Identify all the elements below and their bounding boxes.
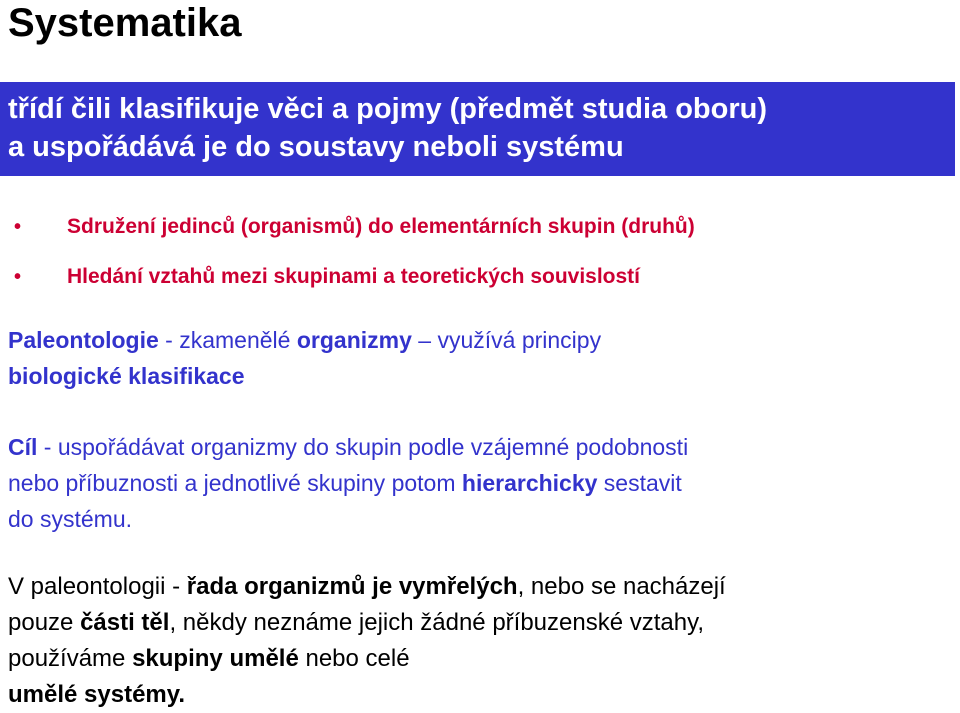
paleontology-paragraph [8, 322, 601, 394]
list-item [0, 262, 695, 312]
goal-paragraph [8, 429, 688, 537]
paleo2-extinct: řada organizmů je vymřelých [186, 573, 518, 600]
paleontology-rest: – využívá principy [411, 327, 602, 353]
paleo2-line-3 [8, 641, 726, 677]
paleontology-line-2: biologické klasifikace [8, 363, 245, 389]
goal-line-1 [8, 429, 688, 465]
paleo2-line-3-pre: používáme [8, 645, 133, 672]
goal-term: Cíl [8, 434, 38, 460]
paleontology-line-1 [8, 322, 601, 358]
paleo2-body-parts: části těl [80, 609, 170, 636]
bullet-dot-icon: • [14, 266, 22, 288]
paleo2-line-1-pre: V paleontologii - [8, 573, 187, 600]
bullet-list [0, 212, 695, 312]
paleo2-line-2-pre: pouze [8, 609, 81, 636]
bullet-text: Sdružení jedinců (organismů) do elementárních skupin (druhů) [67, 215, 695, 238]
paleo2-line-3-post: nebo celé [298, 645, 410, 672]
slide-title: Systematika [8, 1, 242, 45]
goal-line-2-post: sestavit [597, 470, 682, 496]
goal-line-2 [8, 465, 688, 501]
paleo2-artificial-groups: skupiny umělé [132, 645, 299, 672]
paleo2-line-2-post: , někdy neznáme jejich žádné příbuzenské vztahy, [169, 609, 704, 636]
goal-line-2-pre: nebo příbuznosti a jednotlivé skupiny potom [8, 470, 462, 496]
bullet-text: Hledání vztahů mezi skupinami a teoretických souvislostí [67, 265, 641, 288]
list-item [0, 212, 695, 262]
paleontology-systems-paragraph [8, 569, 726, 713]
banner-line-2: a uspořádává je do soustavy neboli systému [8, 131, 624, 163]
paleo2-artificial-systems: umělé systémy. [8, 681, 185, 708]
bullet-dot-icon: • [14, 216, 22, 238]
paleo2-line-1 [8, 569, 726, 605]
paleontology-dash: - zkamenělé [158, 327, 297, 353]
banner-line-1: třídí čili klasifikuje věci a pojmy (předmět studia oboru) [8, 93, 768, 125]
paleo2-line-2 [8, 605, 726, 641]
goal-hierarchy: hierarchicky [461, 470, 598, 496]
paleontology-term: Paleontologie [8, 327, 159, 353]
goal-line-1-rest: - uspořádávat organizmy do skupin podle vzájemné podobnosti [37, 434, 689, 460]
goal-line-3: do systému. [8, 506, 132, 532]
paleontology-organisms: organizmy [296, 327, 412, 353]
definition-banner [0, 82, 955, 176]
paleo2-line-1-post: , nebo se nacházejí [517, 573, 726, 600]
